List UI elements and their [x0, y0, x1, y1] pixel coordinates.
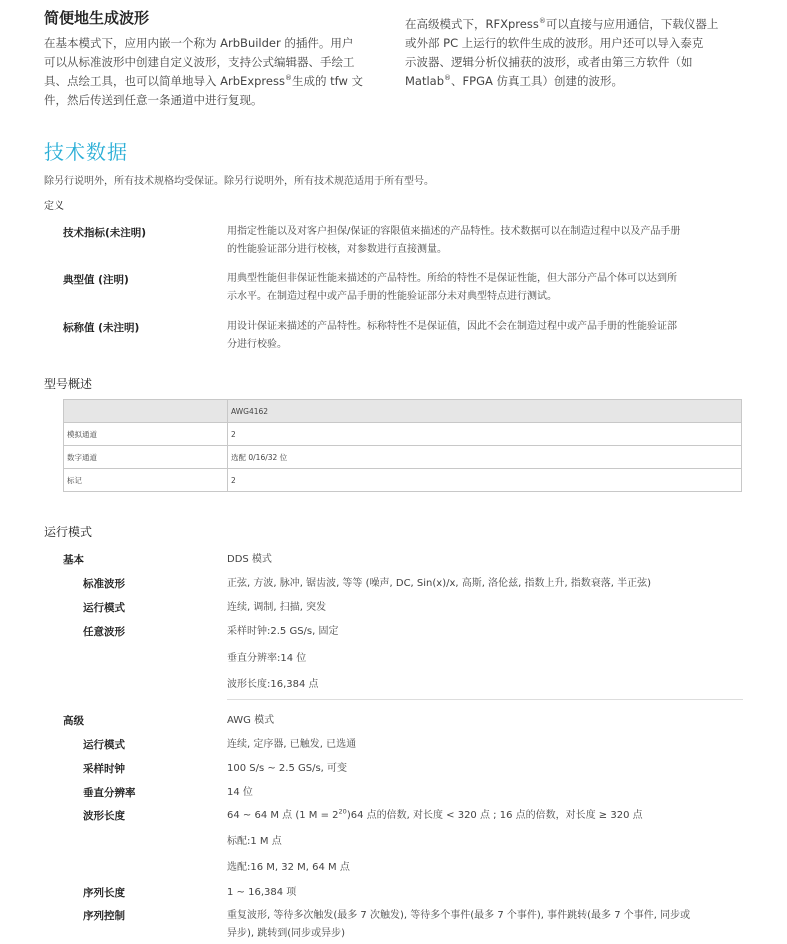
definition-desc: 用指定性能以及对客户担保/保证的容限值来描述的产品特性。技术数据可以在制造过程中以及产品手册 的性能验证部分进行校核，对参数进行直接测量。 — [227, 226, 681, 255]
intro-left-line: 在基本模式下，应用内嵌一个称为 ArbBuilder 的插件。用户 — [44, 36, 354, 50]
basic-run-mode-label: 运行模式 — [83, 602, 125, 614]
sequence-control-value: 重复波形, 等待多次触发(最多 7 次触发), 等待多个事件(最多 7 个事件), 事件跳转(最多 7 个事件, 同步或 异步), 跳转到(同步或异步) — [227, 910, 691, 939]
table-row — [64, 423, 742, 446]
table-cell: 标记 — [64, 469, 228, 492]
basic-run-mode-value: 连续, 调制, 扫描, 突发 — [227, 602, 327, 613]
models-table — [63, 399, 742, 492]
basic-mode-label: 基本 — [63, 554, 84, 566]
advanced-run-mode-value: 连续, 定序器, 已触发, 已选通 — [227, 739, 357, 750]
definition-term: 典型值 (注明) — [63, 274, 129, 286]
advanced-run-mode-label: 运行模式 — [83, 739, 125, 751]
table-cell: 模拟通道 — [64, 423, 228, 446]
table-header-row — [64, 400, 742, 423]
intro-title: 简便地生成波形 — [44, 9, 150, 27]
section-divider — [227, 699, 743, 700]
table-header-cell — [64, 400, 228, 423]
advanced-mode-label: 高级 — [63, 715, 84, 727]
waveform-length-standard: 标配:1 M 点 — [227, 836, 282, 847]
advanced-mode-value: AWG 模式 — [227, 715, 275, 726]
intro-left-line: 可以从标准波形中创建自定义波形，支持公式编辑器、手绘工 — [44, 55, 355, 69]
tech-data-title: 技术数据 — [44, 140, 128, 164]
standard-waveform-label: 标准波形 — [83, 578, 125, 590]
waveform-length-option: 选配:16 M, 32 M, 64 M 点 — [227, 862, 350, 873]
arbitrary-waveform-value: 垂直分辨率:14 位 — [227, 653, 307, 664]
sample-clock-label: 采样时钟 — [83, 763, 125, 775]
basic-mode-value: DDS 模式 — [227, 554, 272, 565]
table-row — [64, 446, 742, 469]
definition-term: 标称值 (未注明) — [63, 322, 140, 334]
table-header-cell: AWG4162 — [228, 400, 742, 423]
intro-left-paragraph — [44, 34, 389, 110]
intro-left-line: 件，然后传送到任意一条通道中进行复现。 — [44, 93, 263, 107]
definitions-label: 定义 — [44, 201, 64, 212]
tech-data-note: 除另行说明外，所有技术规格均受保证。除另行说明外，所有技术规范适用于所有型号。 — [44, 176, 434, 187]
arbitrary-waveform-label: 任意波形 — [83, 626, 125, 638]
arbitrary-waveform-value: 波形长度:16,384 点 — [227, 679, 319, 690]
intro-right-line: 或外部 PC 上运行的软件生成的波形。用户还可以导入泰克 — [405, 36, 704, 50]
vertical-resolution-value: 14 位 — [227, 787, 253, 798]
sequence-length-label: 序列长度 — [83, 887, 125, 899]
table-cell: 2 — [228, 423, 742, 446]
intro-right-line: 示波器、逻辑分析仪捕获的波形，或者由第三方软件（如 — [405, 55, 693, 69]
waveform-length-label: 波形长度 — [83, 810, 125, 822]
standard-waveform-value: 正弦, 方波, 脉冲, 锯齿波, 等等 (噪声, DC, Sin(x)/x, 高斯, 洛伦兹, 指数上升, 指数衰落, 半正弦) — [227, 578, 652, 589]
table-cell: 2 — [228, 469, 742, 492]
sequence-length-value: 1 ~ 16,384 项 — [227, 887, 297, 898]
waveform-length-value: 64 ~ 64 M 点 (1 $M = 2^{20})64$ 点的倍数, 对长度 < 320 点 ; 16 点的倍数，对长度 ≥ 320 点 — [227, 807, 643, 821]
modes-title: 运行模式 — [44, 525, 93, 539]
table-cell: 数字通道 — [64, 446, 228, 469]
definition-desc: 用设计保证来描述的产品特性。标称特性不是保证值，因此不会在制造过程中或产品手册的性能验证部 分进行校验。 — [227, 321, 677, 350]
definition-term: 技术指标(未注明) — [63, 227, 147, 239]
intro-right-paragraph — [405, 15, 750, 91]
table-row — [64, 469, 742, 492]
arbitrary-waveform-value: 采样时钟:2.5 GS/s, 固定 — [227, 626, 339, 637]
vertical-resolution-label: 垂直分辨率 — [83, 787, 136, 799]
table-cell: 选配 0/16/32 位 — [228, 446, 742, 469]
intro-right-line: Matlab®、FPGA 仿真工具）创建的波形。 — [405, 74, 624, 88]
intro-right-line: 在高级模式下，RFXpress®可以直接与应用通信，下载仪器上 — [405, 17, 719, 31]
sequence-control-label: 序列控制 — [83, 910, 125, 922]
definition-desc: 用典型性能但非保证性能来描述的产品特性。所给的特性不是保证性能，但大部分产品个体可以达到所 示水平。在制造过程中或产品手册的性能验证部分未对典型特点进行测试。 — [227, 273, 677, 302]
intro-left-line: 具、点绘工具，也可以简单地导入 ArbExpress®生成的 tfw 文 — [44, 74, 364, 88]
models-title: 型号概述 — [44, 377, 93, 391]
sample-clock-value: 100 S/s ~ 2.5 GS/s, 可变 — [227, 763, 348, 774]
